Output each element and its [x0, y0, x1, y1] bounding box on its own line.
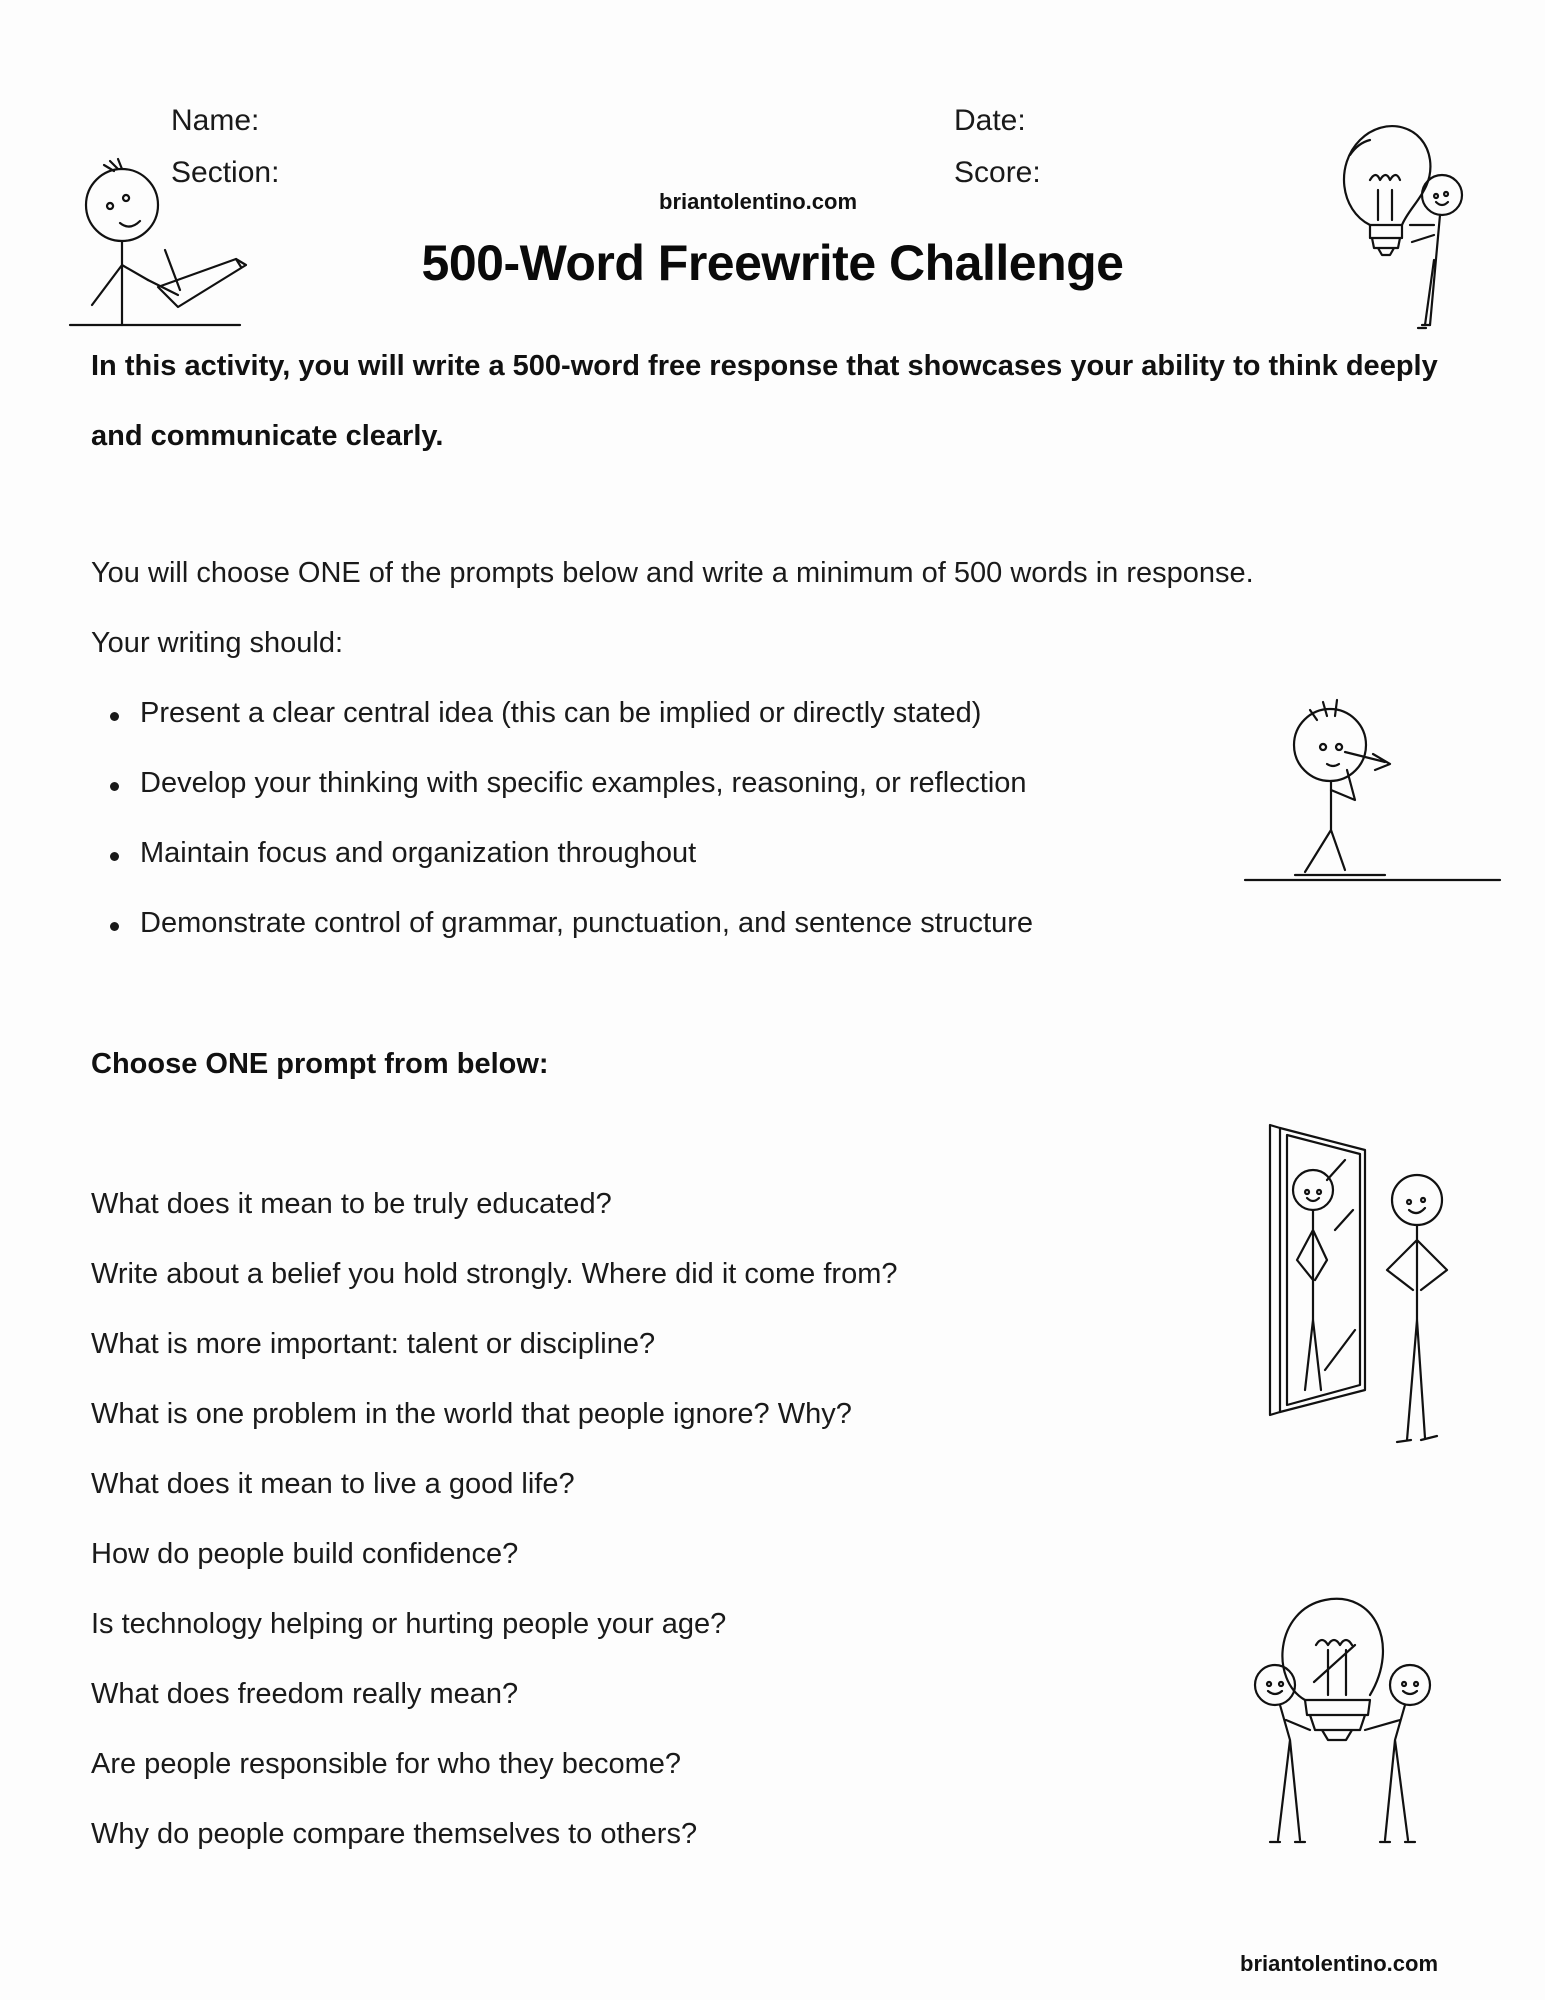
- prompt-item: What does it mean to be truly educated?: [91, 1188, 612, 1220]
- writing-should-label: Your writing should:: [91, 627, 344, 659]
- mirror-figure-illustration: [1265, 1120, 1465, 1450]
- thinking-figure-illustration: [1245, 690, 1505, 890]
- intro-text: In this activity, you will write a 500-word free response that showcases your ability to think deeply and communicate clearly.: [91, 350, 1438, 452]
- prompt-item: What does freedom really mean?: [91, 1678, 519, 1710]
- site-url-bottom: briantolentino.com: [1240, 1951, 1438, 1976]
- lightbulb-figure-illustration: [1330, 120, 1480, 330]
- name-label: Name:: [171, 104, 260, 137]
- prompt-item: What does it mean to live a good life?: [91, 1468, 575, 1500]
- requirement-item: Present a clear central idea (this can be implied or directly stated): [140, 697, 982, 729]
- page-title: 500-Word Freewrite Challenge: [421, 235, 1124, 291]
- writing-figure-illustration: [60, 155, 260, 330]
- prompt-item: Write about a belief you hold strongly. Where did it come from?: [91, 1258, 898, 1290]
- score-label: Score:: [954, 156, 1041, 189]
- prompts-heading: Choose ONE prompt from below:: [91, 1048, 549, 1080]
- prompt-item: How do people build confidence?: [91, 1538, 519, 1570]
- date-label: Date:: [954, 104, 1026, 137]
- prompt-item: Are people responsible for who they become?: [91, 1748, 682, 1780]
- requirement-item: Demonstrate control of grammar, punctuation, and sentence structure: [140, 907, 1034, 939]
- prompt-item: What is more important: talent or discipline?: [91, 1328, 656, 1360]
- section-label: Section:: [171, 156, 280, 189]
- site-url-top: briantolentino.com: [659, 189, 857, 214]
- prompt-item: Is technology helping or hurting people your age?: [91, 1608, 727, 1640]
- team-lightbulb-illustration: [1250, 1590, 1440, 1850]
- prompt-item: What is one problem in the world that people ignore? Why?: [91, 1398, 852, 1430]
- instructions-text: You will choose ONE of the prompts below and write a minimum of 500 words in response.: [91, 557, 1254, 589]
- prompt-item: Why do people compare themselves to others?: [91, 1818, 698, 1850]
- requirement-item: Develop your thinking with specific examples, reasoning, or reflection: [140, 767, 1027, 799]
- requirement-item: Maintain focus and organization throughout: [140, 837, 697, 869]
